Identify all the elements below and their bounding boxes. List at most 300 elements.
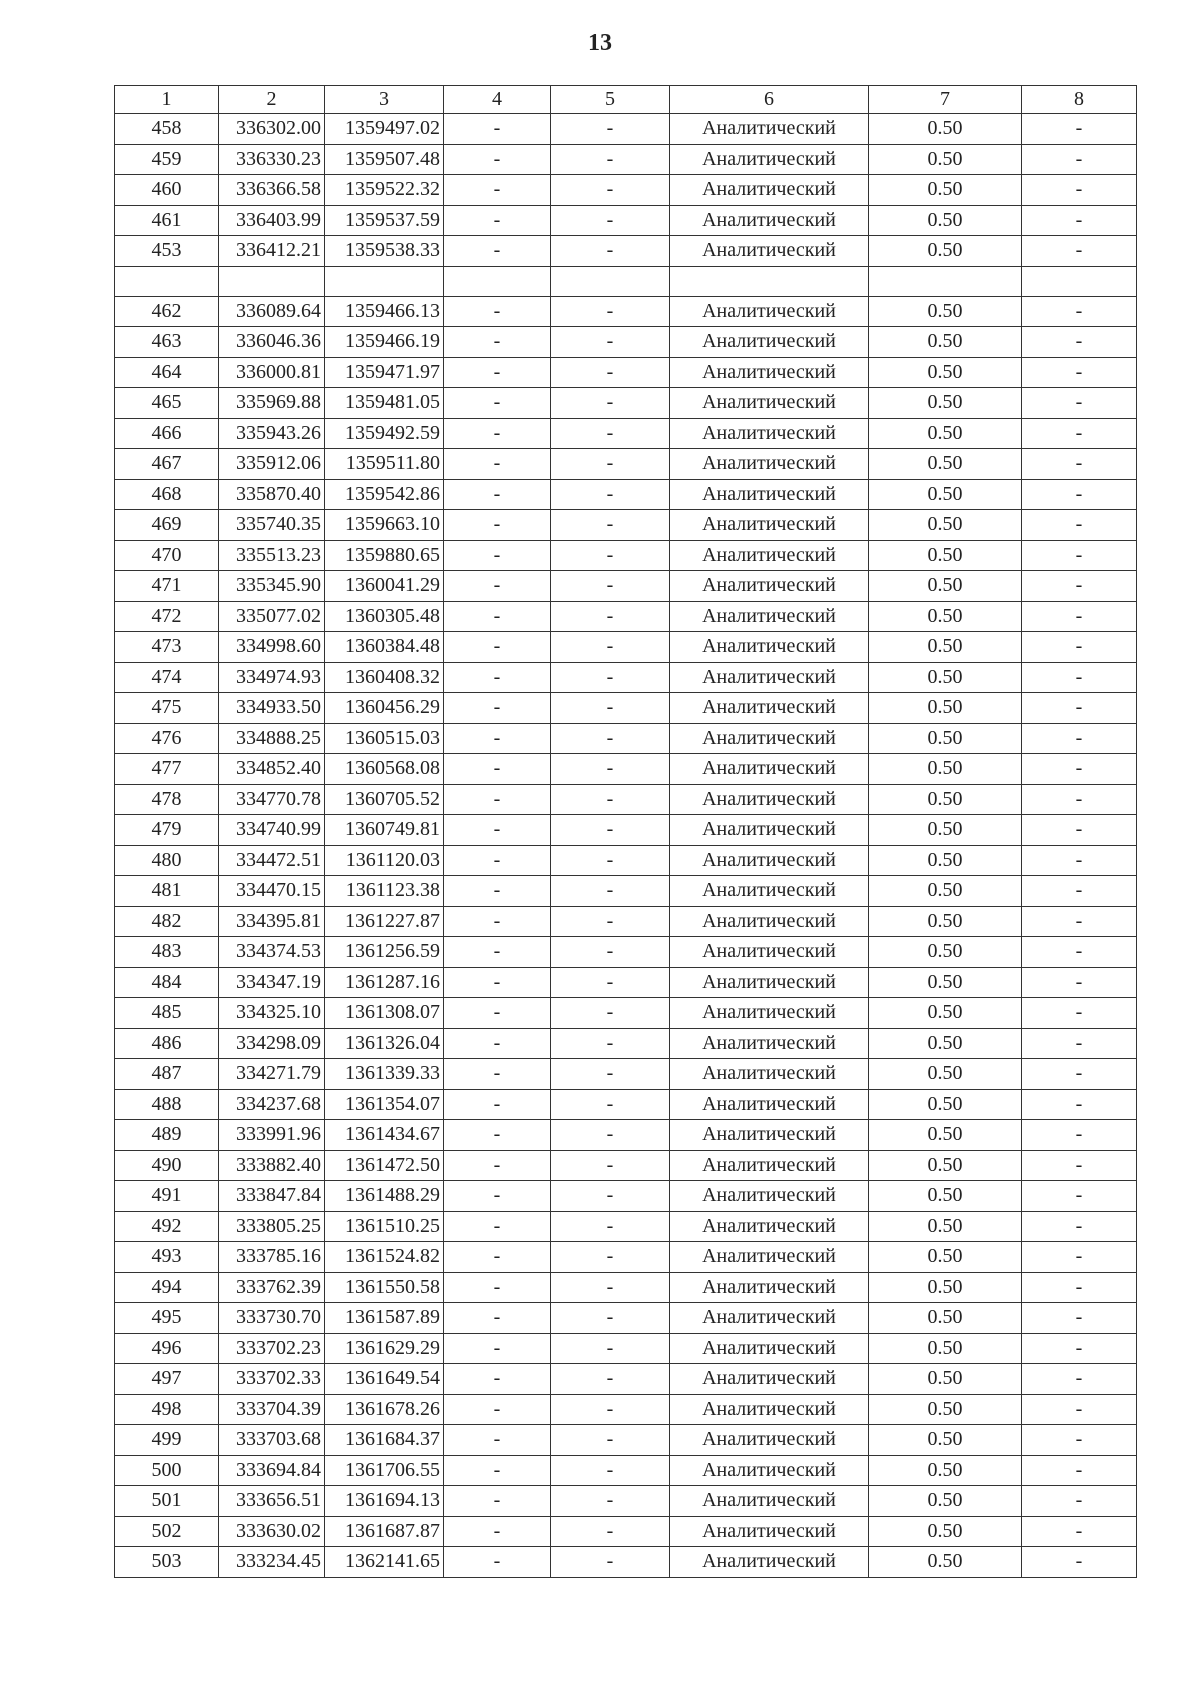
method-cell: Аналитический — [670, 937, 869, 968]
method-cell: Аналитический — [670, 1455, 869, 1486]
x-coordinate-cell: 336330.23 — [219, 144, 325, 175]
y-coordinate-cell: 1361287.16 — [325, 967, 444, 998]
x-coordinate-cell: 336089.64 — [219, 296, 325, 327]
col8-cell — [1022, 266, 1137, 296]
accuracy-cell: 0.50 — [869, 1120, 1022, 1151]
col5-cell: - — [551, 662, 670, 693]
col8-cell: - — [1022, 175, 1137, 206]
table-row — [115, 723, 1137, 754]
col8-cell: - — [1022, 449, 1137, 480]
col5-cell: - — [551, 784, 670, 815]
col5-cell: - — [551, 967, 670, 998]
col4-cell: - — [444, 1120, 551, 1151]
point-number-cell: 473 — [115, 632, 219, 663]
col4-cell: - — [444, 906, 551, 937]
point-number-cell: 488 — [115, 1089, 219, 1120]
col5-cell: - — [551, 1059, 670, 1090]
col8-cell: - — [1022, 937, 1137, 968]
accuracy-cell: 0.50 — [869, 479, 1022, 510]
x-coordinate-cell: 336302.00 — [219, 114, 325, 145]
table-row — [115, 1425, 1137, 1456]
col4-cell: - — [444, 236, 551, 267]
accuracy-cell: 0.50 — [869, 1394, 1022, 1425]
method-cell: Аналитический — [670, 327, 869, 358]
table-body — [115, 114, 1137, 1578]
x-coordinate-cell: 334888.25 — [219, 723, 325, 754]
col4-cell: - — [444, 510, 551, 541]
table-row — [115, 236, 1137, 267]
table-row — [115, 540, 1137, 571]
table-row — [115, 876, 1137, 907]
accuracy-cell: 0.50 — [869, 449, 1022, 480]
column-header: 5 — [551, 86, 670, 114]
col5-cell: - — [551, 1394, 670, 1425]
point-number-cell: 500 — [115, 1455, 219, 1486]
table-row — [115, 1211, 1137, 1242]
x-coordinate-cell: 333847.84 — [219, 1181, 325, 1212]
method-cell: Аналитический — [670, 1547, 869, 1578]
x-coordinate-cell: 336046.36 — [219, 327, 325, 358]
col5-cell: - — [551, 1211, 670, 1242]
point-number-cell: 461 — [115, 205, 219, 236]
accuracy-cell: 0.50 — [869, 1059, 1022, 1090]
col8-cell: - — [1022, 1303, 1137, 1334]
column-header: 8 — [1022, 86, 1137, 114]
col8-cell: - — [1022, 906, 1137, 937]
point-number-cell: 490 — [115, 1150, 219, 1181]
col8-cell: - — [1022, 1486, 1137, 1517]
method-cell: Аналитический — [670, 357, 869, 388]
table-row — [115, 205, 1137, 236]
accuracy-cell: 0.50 — [869, 1303, 1022, 1334]
col4-cell: - — [444, 1089, 551, 1120]
col8-cell: - — [1022, 296, 1137, 327]
y-coordinate-cell: 1361472.50 — [325, 1150, 444, 1181]
col8-cell: - — [1022, 815, 1137, 846]
table-row — [115, 1272, 1137, 1303]
y-coordinate-cell: 1360568.08 — [325, 754, 444, 785]
x-coordinate-cell: 333703.68 — [219, 1425, 325, 1456]
table-row — [115, 1455, 1137, 1486]
col8-cell: - — [1022, 144, 1137, 175]
col4-cell: - — [444, 1333, 551, 1364]
col8-cell: - — [1022, 1150, 1137, 1181]
accuracy-cell: 0.50 — [869, 1516, 1022, 1547]
method-cell: Аналитический — [670, 571, 869, 602]
point-number-cell: 494 — [115, 1272, 219, 1303]
method-cell: Аналитический — [670, 114, 869, 145]
col4-cell: - — [444, 845, 551, 876]
col5-cell: - — [551, 1181, 670, 1212]
y-coordinate-cell: 1360408.32 — [325, 662, 444, 693]
accuracy-cell: 0.50 — [869, 723, 1022, 754]
y-coordinate-cell: 1361120.03 — [325, 845, 444, 876]
y-coordinate-cell: 1360305.48 — [325, 601, 444, 632]
table-row — [115, 175, 1137, 206]
y-coordinate-cell: 1361488.29 — [325, 1181, 444, 1212]
col8-cell: - — [1022, 1181, 1137, 1212]
col4-cell: - — [444, 723, 551, 754]
table-row — [115, 449, 1137, 480]
table-row — [115, 418, 1137, 449]
accuracy-cell: 0.50 — [869, 1425, 1022, 1456]
accuracy-cell: 0.50 — [869, 1333, 1022, 1364]
x-coordinate-cell: 334470.15 — [219, 876, 325, 907]
col4-cell: - — [444, 114, 551, 145]
point-number-cell: 483 — [115, 937, 219, 968]
y-coordinate-cell: 1361308.07 — [325, 998, 444, 1029]
y-coordinate-cell — [325, 266, 444, 296]
col4-cell — [444, 266, 551, 296]
point-number-cell: 463 — [115, 327, 219, 358]
y-coordinate-cell: 1361684.37 — [325, 1425, 444, 1456]
table-row — [115, 357, 1137, 388]
y-coordinate-cell: 1359466.19 — [325, 327, 444, 358]
col8-cell: - — [1022, 1547, 1137, 1578]
method-cell: Аналитический — [670, 1028, 869, 1059]
x-coordinate-cell: 334998.60 — [219, 632, 325, 663]
accuracy-cell: 0.50 — [869, 1364, 1022, 1395]
point-number-cell: 453 — [115, 236, 219, 267]
col8-cell: - — [1022, 205, 1137, 236]
column-header: 4 — [444, 86, 551, 114]
col8-cell: - — [1022, 784, 1137, 815]
point-number-cell: 481 — [115, 876, 219, 907]
y-coordinate-cell: 1361256.59 — [325, 937, 444, 968]
x-coordinate-cell: 336000.81 — [219, 357, 325, 388]
x-coordinate-cell: 336403.99 — [219, 205, 325, 236]
y-coordinate-cell: 1360705.52 — [325, 784, 444, 815]
accuracy-cell — [869, 266, 1022, 296]
table-row — [115, 1516, 1137, 1547]
col8-cell: - — [1022, 418, 1137, 449]
col4-cell: - — [444, 418, 551, 449]
table-header-row — [115, 86, 1137, 114]
col4-cell: - — [444, 662, 551, 693]
point-number-cell: 502 — [115, 1516, 219, 1547]
col5-cell: - — [551, 144, 670, 175]
col4-cell: - — [444, 296, 551, 327]
y-coordinate-cell: 1361339.33 — [325, 1059, 444, 1090]
accuracy-cell: 0.50 — [869, 540, 1022, 571]
col5-cell: - — [551, 449, 670, 480]
point-number-cell: 467 — [115, 449, 219, 480]
y-coordinate-cell: 1359663.10 — [325, 510, 444, 541]
method-cell: Аналитический — [670, 388, 869, 419]
table-row — [115, 266, 1137, 296]
y-coordinate-cell: 1360749.81 — [325, 815, 444, 846]
table-row — [115, 1303, 1137, 1334]
accuracy-cell: 0.50 — [869, 967, 1022, 998]
col5-cell: - — [551, 114, 670, 145]
table-row — [115, 1364, 1137, 1395]
point-number-cell: 489 — [115, 1120, 219, 1151]
x-coordinate-cell: 333656.51 — [219, 1486, 325, 1517]
col4-cell: - — [444, 144, 551, 175]
point-number-cell: 501 — [115, 1486, 219, 1517]
point-number-cell: 497 — [115, 1364, 219, 1395]
col5-cell: - — [551, 754, 670, 785]
point-number-cell: 459 — [115, 144, 219, 175]
accuracy-cell: 0.50 — [869, 1455, 1022, 1486]
method-cell: Аналитический — [670, 723, 869, 754]
col5-cell: - — [551, 723, 670, 754]
col5-cell: - — [551, 1089, 670, 1120]
method-cell: Аналитический — [670, 449, 869, 480]
accuracy-cell: 0.50 — [869, 754, 1022, 785]
col8-cell: - — [1022, 1425, 1137, 1456]
col5-cell: - — [551, 601, 670, 632]
accuracy-cell: 0.50 — [869, 327, 1022, 358]
method-cell: Аналитический — [670, 1272, 869, 1303]
accuracy-cell: 0.50 — [869, 906, 1022, 937]
col4-cell: - — [444, 754, 551, 785]
point-number-cell: 468 — [115, 479, 219, 510]
accuracy-cell: 0.50 — [869, 601, 1022, 632]
col4-cell: - — [444, 876, 551, 907]
col4-cell: - — [444, 1181, 551, 1212]
column-header: 3 — [325, 86, 444, 114]
col4-cell: - — [444, 784, 551, 815]
point-number-cell: 469 — [115, 510, 219, 541]
col5-cell — [551, 266, 670, 296]
method-cell: Аналитический — [670, 1303, 869, 1334]
col4-cell: - — [444, 388, 551, 419]
accuracy-cell: 0.50 — [869, 388, 1022, 419]
point-number-cell: 472 — [115, 601, 219, 632]
y-coordinate-cell: 1361354.07 — [325, 1089, 444, 1120]
y-coordinate-cell: 1361649.54 — [325, 1364, 444, 1395]
col8-cell: - — [1022, 723, 1137, 754]
x-coordinate-cell: 335740.35 — [219, 510, 325, 541]
col8-cell: - — [1022, 1272, 1137, 1303]
x-coordinate-cell: 335077.02 — [219, 601, 325, 632]
table-row — [115, 845, 1137, 876]
col5-cell: - — [551, 540, 670, 571]
y-coordinate-cell: 1359537.59 — [325, 205, 444, 236]
point-number-cell: 478 — [115, 784, 219, 815]
col4-cell: - — [444, 1272, 551, 1303]
col8-cell: - — [1022, 571, 1137, 602]
table-row — [115, 906, 1137, 937]
x-coordinate-cell: 333785.16 — [219, 1242, 325, 1273]
x-coordinate-cell: 334374.53 — [219, 937, 325, 968]
y-coordinate-cell: 1359522.32 — [325, 175, 444, 206]
col5-cell: - — [551, 876, 670, 907]
point-number-cell: 470 — [115, 540, 219, 571]
col8-cell: - — [1022, 327, 1137, 358]
y-coordinate-cell: 1359492.59 — [325, 418, 444, 449]
col8-cell: - — [1022, 845, 1137, 876]
table-row — [115, 1150, 1137, 1181]
col5-cell: - — [551, 1486, 670, 1517]
col5-cell: - — [551, 937, 670, 968]
col4-cell: - — [444, 479, 551, 510]
point-number-cell: 458 — [115, 114, 219, 145]
point-number-cell: 491 — [115, 1181, 219, 1212]
point-number-cell: 499 — [115, 1425, 219, 1456]
method-cell: Аналитический — [670, 1211, 869, 1242]
x-coordinate-cell: 333630.02 — [219, 1516, 325, 1547]
table-row — [115, 754, 1137, 785]
method-cell: Аналитический — [670, 967, 869, 998]
col8-cell: - — [1022, 967, 1137, 998]
page-number: 13 — [588, 30, 612, 56]
col5-cell: - — [551, 845, 670, 876]
table-row — [115, 144, 1137, 175]
method-cell: Аналитический — [670, 754, 869, 785]
point-number-cell: 487 — [115, 1059, 219, 1090]
method-cell: Аналитический — [670, 1089, 869, 1120]
col4-cell: - — [444, 1486, 551, 1517]
col8-cell: - — [1022, 754, 1137, 785]
method-cell: Аналитический — [670, 144, 869, 175]
col4-cell: - — [444, 1211, 551, 1242]
x-coordinate-cell: 334395.81 — [219, 906, 325, 937]
x-coordinate-cell: 334325.10 — [219, 998, 325, 1029]
method-cell: Аналитический — [670, 876, 869, 907]
col5-cell: - — [551, 418, 670, 449]
col5-cell: - — [551, 1425, 670, 1456]
accuracy-cell: 0.50 — [869, 205, 1022, 236]
point-number-cell: 493 — [115, 1242, 219, 1273]
col8-cell: - — [1022, 388, 1137, 419]
table-row — [115, 388, 1137, 419]
col8-cell: - — [1022, 510, 1137, 541]
method-cell: Аналитический — [670, 1059, 869, 1090]
point-number-cell: 474 — [115, 662, 219, 693]
method-cell: Аналитический — [670, 540, 869, 571]
accuracy-cell: 0.50 — [869, 632, 1022, 663]
point-number-cell: 476 — [115, 723, 219, 754]
table-row — [115, 1181, 1137, 1212]
col4-cell: - — [444, 1028, 551, 1059]
method-cell: Аналитический — [670, 296, 869, 327]
point-number-cell: 492 — [115, 1211, 219, 1242]
col5-cell: - — [551, 510, 670, 541]
accuracy-cell: 0.50 — [869, 1089, 1022, 1120]
col5-cell: - — [551, 327, 670, 358]
col4-cell: - — [444, 601, 551, 632]
table-row — [115, 815, 1137, 846]
col5-cell: - — [551, 1150, 670, 1181]
method-cell: Аналитический — [670, 1120, 869, 1151]
point-number-cell: 477 — [115, 754, 219, 785]
accuracy-cell: 0.50 — [869, 510, 1022, 541]
col4-cell: - — [444, 540, 551, 571]
method-cell: Аналитический — [670, 479, 869, 510]
accuracy-cell: 0.50 — [869, 815, 1022, 846]
col5-cell: - — [551, 1547, 670, 1578]
table-row — [115, 601, 1137, 632]
y-coordinate-cell: 1361687.87 — [325, 1516, 444, 1547]
col8-cell: - — [1022, 1364, 1137, 1395]
col8-cell: - — [1022, 662, 1137, 693]
point-number-cell: 466 — [115, 418, 219, 449]
col8-cell: - — [1022, 1120, 1137, 1151]
y-coordinate-cell: 1360515.03 — [325, 723, 444, 754]
table-row — [115, 1394, 1137, 1425]
col8-cell: - — [1022, 601, 1137, 632]
y-coordinate-cell: 1359511.80 — [325, 449, 444, 480]
y-coordinate-cell: 1359538.33 — [325, 236, 444, 267]
x-coordinate-cell: 333702.23 — [219, 1333, 325, 1364]
col5-cell: - — [551, 479, 670, 510]
x-coordinate-cell: 334974.93 — [219, 662, 325, 693]
col4-cell: - — [444, 1303, 551, 1334]
method-cell: Аналитический — [670, 998, 869, 1029]
column-header: 6 — [670, 86, 869, 114]
col5-cell: - — [551, 1303, 670, 1334]
col5-cell: - — [551, 1455, 670, 1486]
col5-cell: - — [551, 205, 670, 236]
y-coordinate-cell: 1359481.05 — [325, 388, 444, 419]
accuracy-cell: 0.50 — [869, 784, 1022, 815]
col8-cell: - — [1022, 1394, 1137, 1425]
col4-cell: - — [444, 571, 551, 602]
col8-cell: - — [1022, 1242, 1137, 1273]
table-row — [115, 296, 1137, 327]
col4-cell: - — [444, 632, 551, 663]
col5-cell: - — [551, 1272, 670, 1303]
col5-cell: - — [551, 1516, 670, 1547]
method-cell — [670, 266, 869, 296]
method-cell: Аналитический — [670, 1333, 869, 1364]
y-coordinate-cell: 1359880.65 — [325, 540, 444, 571]
accuracy-cell: 0.50 — [869, 296, 1022, 327]
method-cell: Аналитический — [670, 693, 869, 724]
y-coordinate-cell: 1361694.13 — [325, 1486, 444, 1517]
method-cell: Аналитический — [670, 175, 869, 206]
accuracy-cell: 0.50 — [869, 418, 1022, 449]
x-coordinate-cell: 333730.70 — [219, 1303, 325, 1334]
method-cell: Аналитический — [670, 1425, 869, 1456]
col8-cell: - — [1022, 1059, 1137, 1090]
x-coordinate-cell: 335969.88 — [219, 388, 325, 419]
accuracy-cell: 0.50 — [869, 357, 1022, 388]
point-number-cell: 482 — [115, 906, 219, 937]
col8-cell: - — [1022, 1028, 1137, 1059]
col5-cell: - — [551, 175, 670, 206]
col4-cell: - — [444, 1455, 551, 1486]
accuracy-cell: 0.50 — [869, 937, 1022, 968]
accuracy-cell: 0.50 — [869, 175, 1022, 206]
point-number-cell: 486 — [115, 1028, 219, 1059]
point-number-cell: 484 — [115, 967, 219, 998]
col8-cell: - — [1022, 357, 1137, 388]
x-coordinate-cell: 334237.68 — [219, 1089, 325, 1120]
accuracy-cell: 0.50 — [869, 662, 1022, 693]
x-coordinate-cell: 334347.19 — [219, 967, 325, 998]
col5-cell: - — [551, 296, 670, 327]
point-number-cell — [115, 266, 219, 296]
accuracy-cell: 0.50 — [869, 1211, 1022, 1242]
col4-cell: - — [444, 1425, 551, 1456]
point-number-cell: 498 — [115, 1394, 219, 1425]
table-row — [115, 662, 1137, 693]
method-cell: Аналитический — [670, 632, 869, 663]
method-cell: Аналитический — [670, 1516, 869, 1547]
method-cell: Аналитический — [670, 510, 869, 541]
method-cell: Аналитический — [670, 1364, 869, 1395]
x-coordinate-cell: 334472.51 — [219, 845, 325, 876]
x-coordinate-cell — [219, 266, 325, 296]
table-row — [115, 1028, 1137, 1059]
y-coordinate-cell: 1362141.65 — [325, 1547, 444, 1578]
y-coordinate-cell: 1359497.02 — [325, 114, 444, 145]
point-number-cell: 462 — [115, 296, 219, 327]
method-cell: Аналитический — [670, 662, 869, 693]
